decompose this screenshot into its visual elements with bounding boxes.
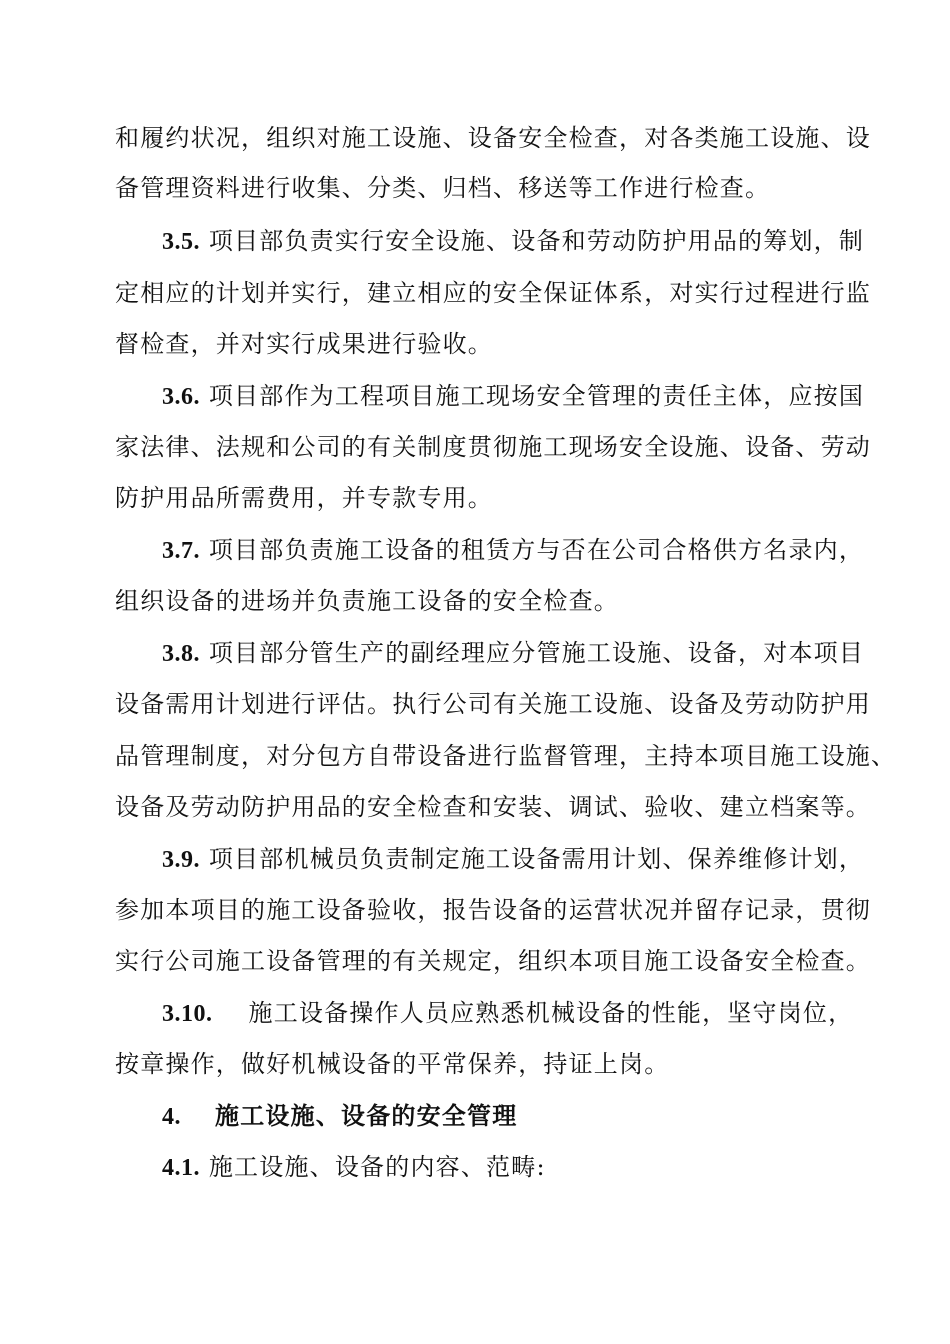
section-number: 4.: [162, 1104, 181, 1130]
paragraph-line: 备管理资料进行收集、分类、归档、移送等工作进行检查。: [115, 174, 771, 202]
paragraph-line: 品管理制度，对分包方自带设备进行监督管理，主持本项目施工设施、: [115, 742, 897, 770]
paragraph-line: 组织设备的进场并负责施工设备的安全检查。: [115, 587, 619, 615]
clause-text: 项目部机械员负责制定施工设备需用计划、保养维修计划，: [208, 845, 865, 873]
clause-text: 项目部分管生产的副经理应分管施工设施、设备，对本项目: [208, 639, 865, 667]
clause-4-1: [162, 1152, 546, 1183]
section-title: 施工设施、设备的安全管理: [215, 1101, 518, 1130]
paragraph-line: 和履约状况，组织对施工设施、设备安全检查，对各类施工设施、设: [115, 124, 871, 152]
paragraph-line: 实行公司施工设备管理的有关规定，组织本项目施工设备安全检查。: [115, 947, 871, 975]
clause-number: 3.5.: [162, 229, 200, 255]
section-4-heading: [162, 1101, 517, 1132]
clause-text: 项目部作为工程项目施工现场安全管理的责任主体，应按国: [208, 382, 865, 410]
clause-text: 项目部负责施工设备的租赁方与否在公司合格供方名录内，: [208, 536, 865, 564]
clause-3-5: [162, 226, 864, 257]
paragraph-line: 按章操作，做好机械设备的平常保养，持证上岗。: [115, 1050, 670, 1078]
paragraph-line: 家法律、法规和公司的有关制度贯彻施工现场安全设施、设备、劳动: [115, 433, 871, 461]
clause-number: 3.10.: [162, 1001, 213, 1027]
clause-3-6: [162, 381, 864, 412]
clause-text: 施工设施、设备的内容、范畴:: [208, 1153, 546, 1181]
paragraph-line: 设备需用计划进行评估。执行公司有关施工设施、设备及劳动防护用: [115, 690, 871, 718]
clause-number: 3.8.: [162, 641, 200, 667]
clause-3-8: [162, 638, 864, 669]
paragraph-line: 督检查，并对实行成果进行验收。: [115, 330, 493, 358]
clause-text: 施工设备操作人员应熟悉机械设备的性能，坚守岗位，: [248, 999, 854, 1027]
clause-3-9: [162, 844, 864, 875]
paragraph-line: 参加本项目的施工设备验收，报告设备的运营状况并留存记录，贯彻: [115, 896, 871, 924]
clause-text: 项目部负责实行安全设施、设备和劳动防护用品的筹划，制: [208, 227, 865, 255]
clause-number: 3.6.: [162, 384, 200, 410]
clause-number: 3.9.: [162, 847, 200, 873]
paragraph-line: 设备及劳动防护用品的安全检查和安装、调试、验收、建立档案等。: [115, 793, 871, 821]
clause-3-7: [162, 535, 864, 566]
clause-number: 3.7.: [162, 538, 200, 564]
clause-number: 4.1.: [162, 1155, 200, 1181]
paragraph-line: 防护用品所需费用，并专款专用。: [115, 484, 493, 512]
clause-3-10: [162, 998, 853, 1029]
paragraph-line: 定相应的计划并实行，建立相应的安全保证体系，对实行过程进行监: [115, 279, 871, 307]
